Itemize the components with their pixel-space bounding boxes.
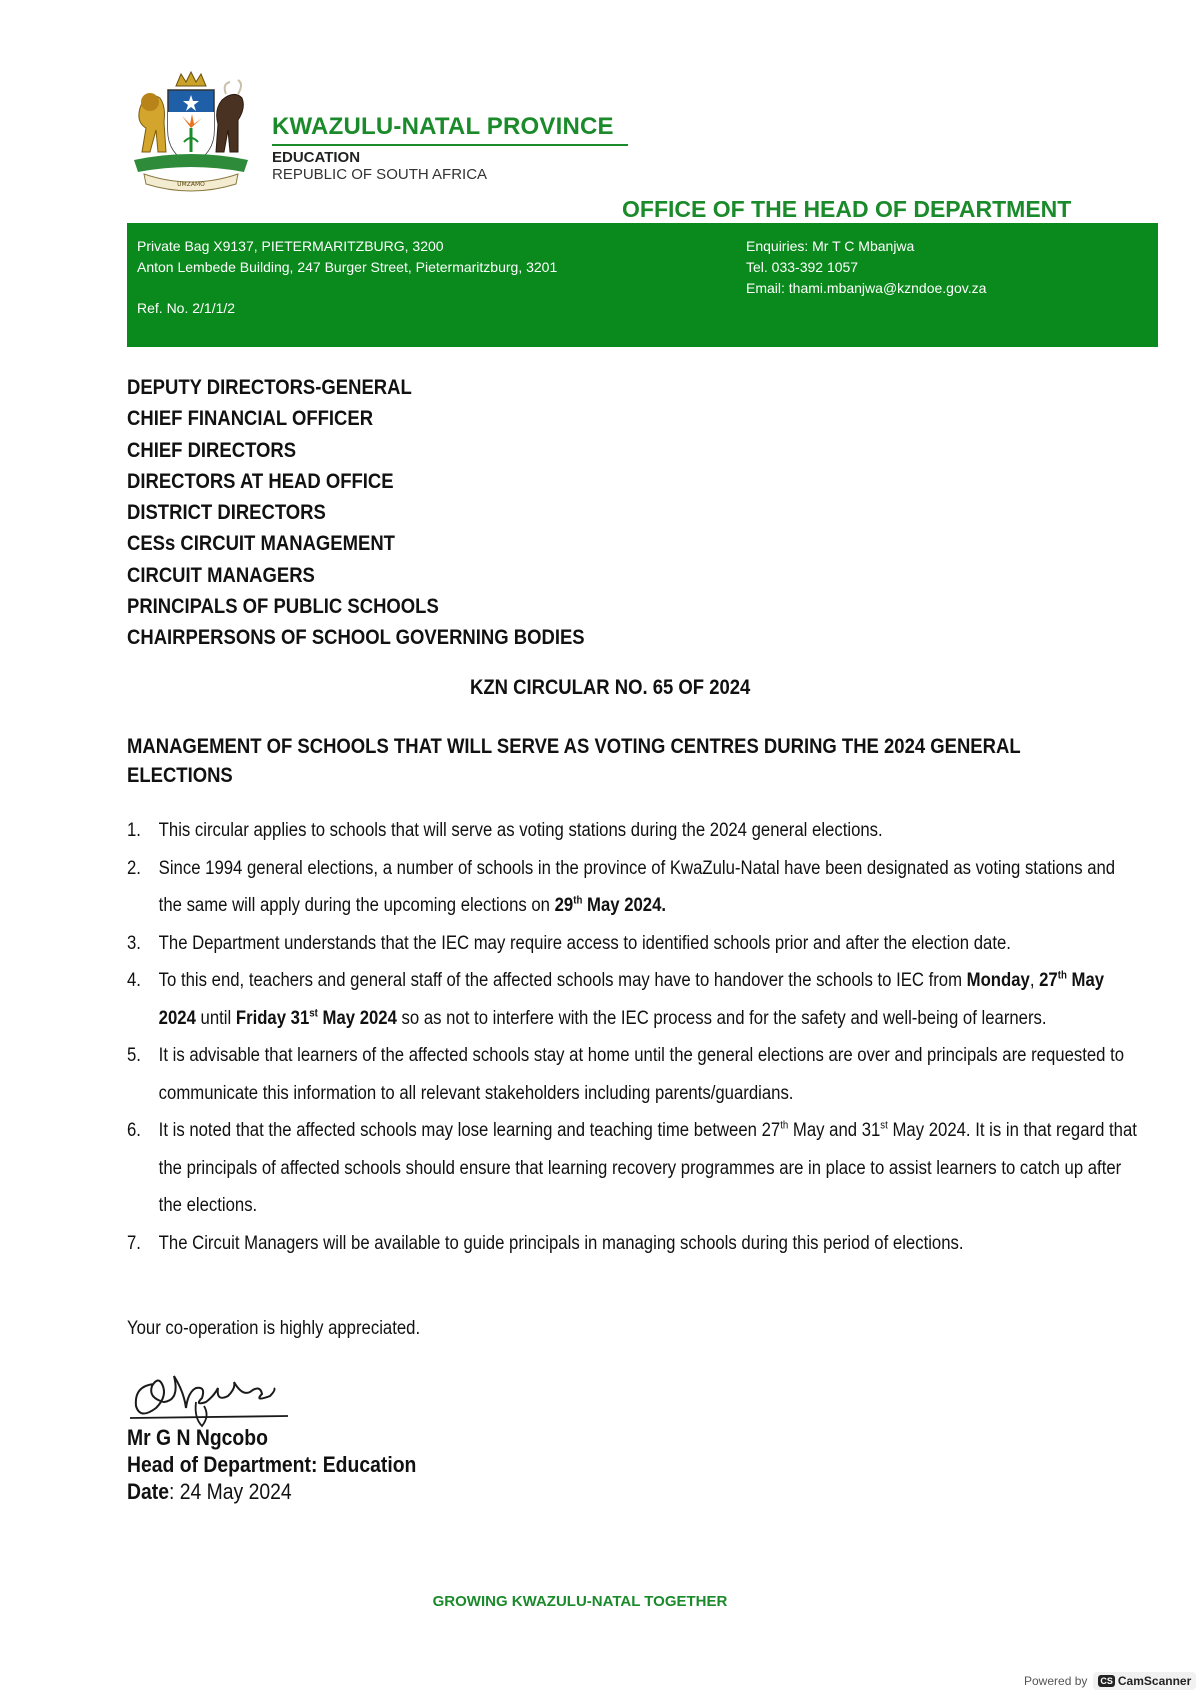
item-number: 1. [127, 820, 141, 841]
signature-icon [124, 1362, 304, 1432]
list-item [127, 850, 1139, 925]
list-item [127, 1037, 1139, 1112]
addressee: PRINCIPALS OF PUBLIC SCHOOLS [127, 595, 439, 619]
country-name: REPUBLIC OF SOUTH AFRICA [272, 166, 488, 183]
email-address: Email: thami.mbanjwa@kzndoe.gov.za [746, 280, 987, 296]
item-number: 7. [127, 1232, 141, 1254]
address-band [127, 223, 1158, 347]
header-rule [272, 144, 628, 146]
street-address: Anton Lembede Building, 247 Burger Street, Pietermaritzburg, 3201 [137, 259, 558, 275]
signatory-block [127, 1424, 416, 1505]
item-number: 4. [127, 970, 141, 991]
camscanner-badge [1093, 1672, 1196, 1690]
item-text: It is advisable that learners of the affected schools stay at home until the general elections are over and principals are requested to communicate this information to all relevant stakeholders including parents/guardians. [158, 1045, 1125, 1104]
item-text: The Department understands that the IEC may require access to identified schools prior and after the election date. [158, 932, 1011, 954]
addressee: CHAIRPERSONS OF SCHOOL GOVERNING BODIES [127, 626, 585, 650]
reference-number: Ref. No. 2/1/1/2 [137, 300, 236, 316]
signatory-name: Mr G N Ngcobo [127, 1425, 268, 1450]
item-number: 5. [127, 1045, 141, 1066]
addressee: DIRECTORS AT HEAD OFFICE [127, 469, 394, 493]
circular-number: KZN CIRCULAR NO. 65 OF 2024 [470, 676, 751, 699]
addressee: CIRCUIT MANAGERS [127, 563, 315, 587]
camscanner-icon: CS [1100, 1676, 1113, 1686]
item-number: 2. [127, 857, 141, 879]
list-item [127, 1225, 1139, 1263]
addressee: CHIEF DIRECTORS [127, 438, 297, 462]
election-date: 29th May 2024. [554, 894, 667, 916]
postal-address: Private Bag X9137, PIETERMARITZBURG, 3200 [137, 238, 444, 254]
addressee-list [127, 372, 647, 654]
signatory-title: Head of Department: Education [127, 1452, 417, 1477]
department-name: EDUCATION [272, 149, 361, 166]
province-name: KWAZULU-NATAL PROVINCE [272, 113, 614, 140]
powered-by-label: Powered by [1024, 1674, 1088, 1688]
signature-date: Date: 24 May 2024 [127, 1479, 292, 1504]
item-number: 3. [127, 932, 141, 954]
addressee: DISTRICT DIRECTORS [127, 501, 326, 525]
item-text: Since 1994 general elections, a number of schools in the province of KwaZulu-Natal have been designated as voting stations and the same will apply during the upcoming elections on [158, 857, 1116, 916]
enquiries-contact: Enquiries: Mr T C Mbanjwa [746, 238, 915, 254]
addressee: DEPUTY DIRECTORS-GENERAL [127, 376, 412, 399]
circular-body [127, 812, 1139, 1262]
circular-subject: MANAGEMENT OF SCHOOLS THAT WILL SERVE AS VOTING CENTRES DURING THE 2024 GENERAL ELECTIONS [127, 735, 1021, 787]
list-item: 6. It is noted that the affected schools may lose learning and teaching time between 27th May and 31st May 2024. It is in that regard that the principals of affected schools should ensure that learning recovery programmes are in place to assist learners to catch up after the elections. [127, 1112, 1139, 1225]
list-item [127, 812, 1139, 850]
footer-slogan: GROWING KWAZULU-NATAL TOGETHER [432, 1593, 728, 1610]
item-text: The Circuit Managers will be available to guide principals in managing schools during this period of elections. [158, 1232, 964, 1254]
item-number: 6. [127, 1120, 141, 1141]
camscanner-watermark [1024, 1671, 1196, 1691]
addressee: CESs CIRCUIT MANAGEMENT [127, 532, 395, 556]
list-item [127, 925, 1139, 963]
addressee: CHIEF FINANCIAL OFFICER [127, 407, 374, 431]
item-text: This circular applies to schools that will serve as voting stations during the 2024 general elections. [158, 820, 883, 841]
list-item: 4. To this end, teachers and general staff of the affected schools may have to handover the schools to IEC from Monday, 27th May 2024 until Friday 31st May 2024 so as not to interfere with the IEC process and for the safety and well-being of learners. [127, 962, 1139, 1037]
coat-of-arms-icon [126, 68, 256, 198]
closing-remark: Your co-operation is highly appreciated. [127, 1318, 421, 1339]
crest-motto: UMZAMO [177, 181, 205, 188]
camscanner-brand: CamScanner [1117, 1674, 1192, 1688]
telephone-number: Tel. 033-392 1057 [746, 259, 859, 275]
office-title: OFFICE OF THE HEAD OF DEPARTMENT [622, 196, 1072, 222]
